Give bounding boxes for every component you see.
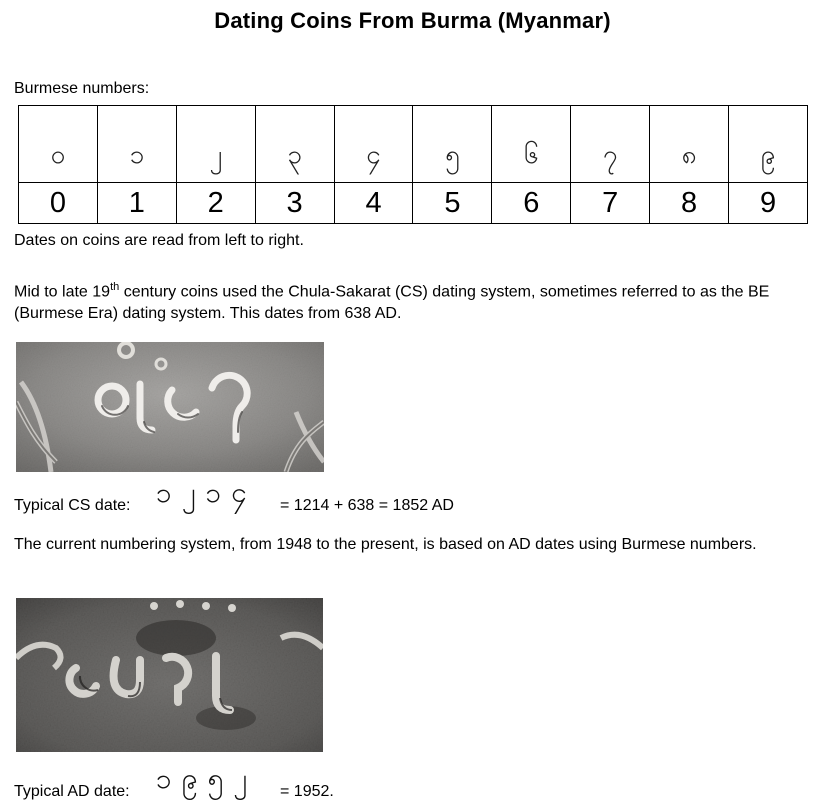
arabic-digit: 7 — [571, 183, 650, 224]
cs-paragraph-superscript: th — [110, 281, 120, 293]
cs-coin-photo — [16, 342, 324, 472]
burmese-digit-glyph: ၄ — [366, 140, 381, 170]
cs-paragraph-start: Mid to late 19 — [14, 283, 111, 301]
ad-coin-photo — [16, 598, 323, 752]
burmese-digit-glyph: ၅ — [445, 140, 460, 170]
burmese-digit-glyph: ၆ — [523, 140, 539, 170]
ad-date-label: Typical AD date: — [14, 783, 130, 800]
arabic-digit: 8 — [650, 183, 729, 224]
glyph-cell — [571, 106, 650, 183]
arabic-digit: 3 — [255, 183, 334, 224]
arabic-digit: 5 — [413, 183, 492, 224]
burmese-digit-glyph: ၂ — [209, 140, 223, 170]
read-direction-note: Dates on coins are read from left to right. — [14, 232, 304, 249]
glyph-cell — [97, 106, 176, 183]
cs-date-result: = 1214 + 638 = 1852 AD — [280, 497, 454, 514]
burmese-digit-glyph: ၉ — [760, 140, 776, 170]
number-row — [19, 183, 808, 224]
burmese-digit-glyph: ၁ — [129, 140, 145, 170]
burmese-digit-table — [18, 105, 808, 224]
glyph-cell — [729, 106, 808, 183]
burmese-digit-glyph: ၀ — [50, 140, 66, 170]
cs-paragraph — [14, 276, 814, 325]
arabic-digit: 2 — [176, 183, 255, 224]
glyph-cell — [413, 106, 492, 183]
arabic-digit: 0 — [19, 183, 98, 224]
glyph-cell — [255, 106, 334, 183]
cs-date-label: Typical CS date: — [14, 497, 131, 514]
glyph-cell — [19, 106, 98, 183]
arabic-digit: 1 — [97, 183, 176, 224]
numbers-label: Burmese numbers: — [14, 80, 150, 97]
burmese-digit-glyph: ၃ — [287, 140, 302, 170]
glyph-cell — [334, 106, 413, 183]
arabic-digit: 4 — [334, 183, 413, 224]
glyph-cell — [176, 106, 255, 183]
ad-date-result: = 1952. — [280, 783, 334, 800]
arabic-digit: 9 — [729, 183, 808, 224]
burmese-digit-glyph: ၇ — [602, 140, 618, 170]
cs-date-glyphs: ၁၂၁၄ — [156, 476, 258, 509]
ad-paragraph: The current numbering system, from 1948 to the present, is based on AD dates using Burmese numbers. — [14, 536, 757, 553]
ad-date-glyphs: ၁၉၅၂ — [156, 762, 258, 795]
glyph-cell — [650, 106, 729, 183]
glyph-cell — [492, 106, 571, 183]
glyph-row — [19, 106, 808, 183]
burmese-digit-glyph: ၈ — [681, 140, 697, 170]
page-title: Dating Coins From Burma (Myanmar) — [214, 8, 611, 33]
cs-paragraph-rest: century coins used the Chula-Sakarat (CS) dating system, sometimes referred to as the BE (Burmese Era) dating system. This dates from 638 AD. — [14, 283, 770, 323]
arabic-digit: 6 — [492, 183, 571, 224]
